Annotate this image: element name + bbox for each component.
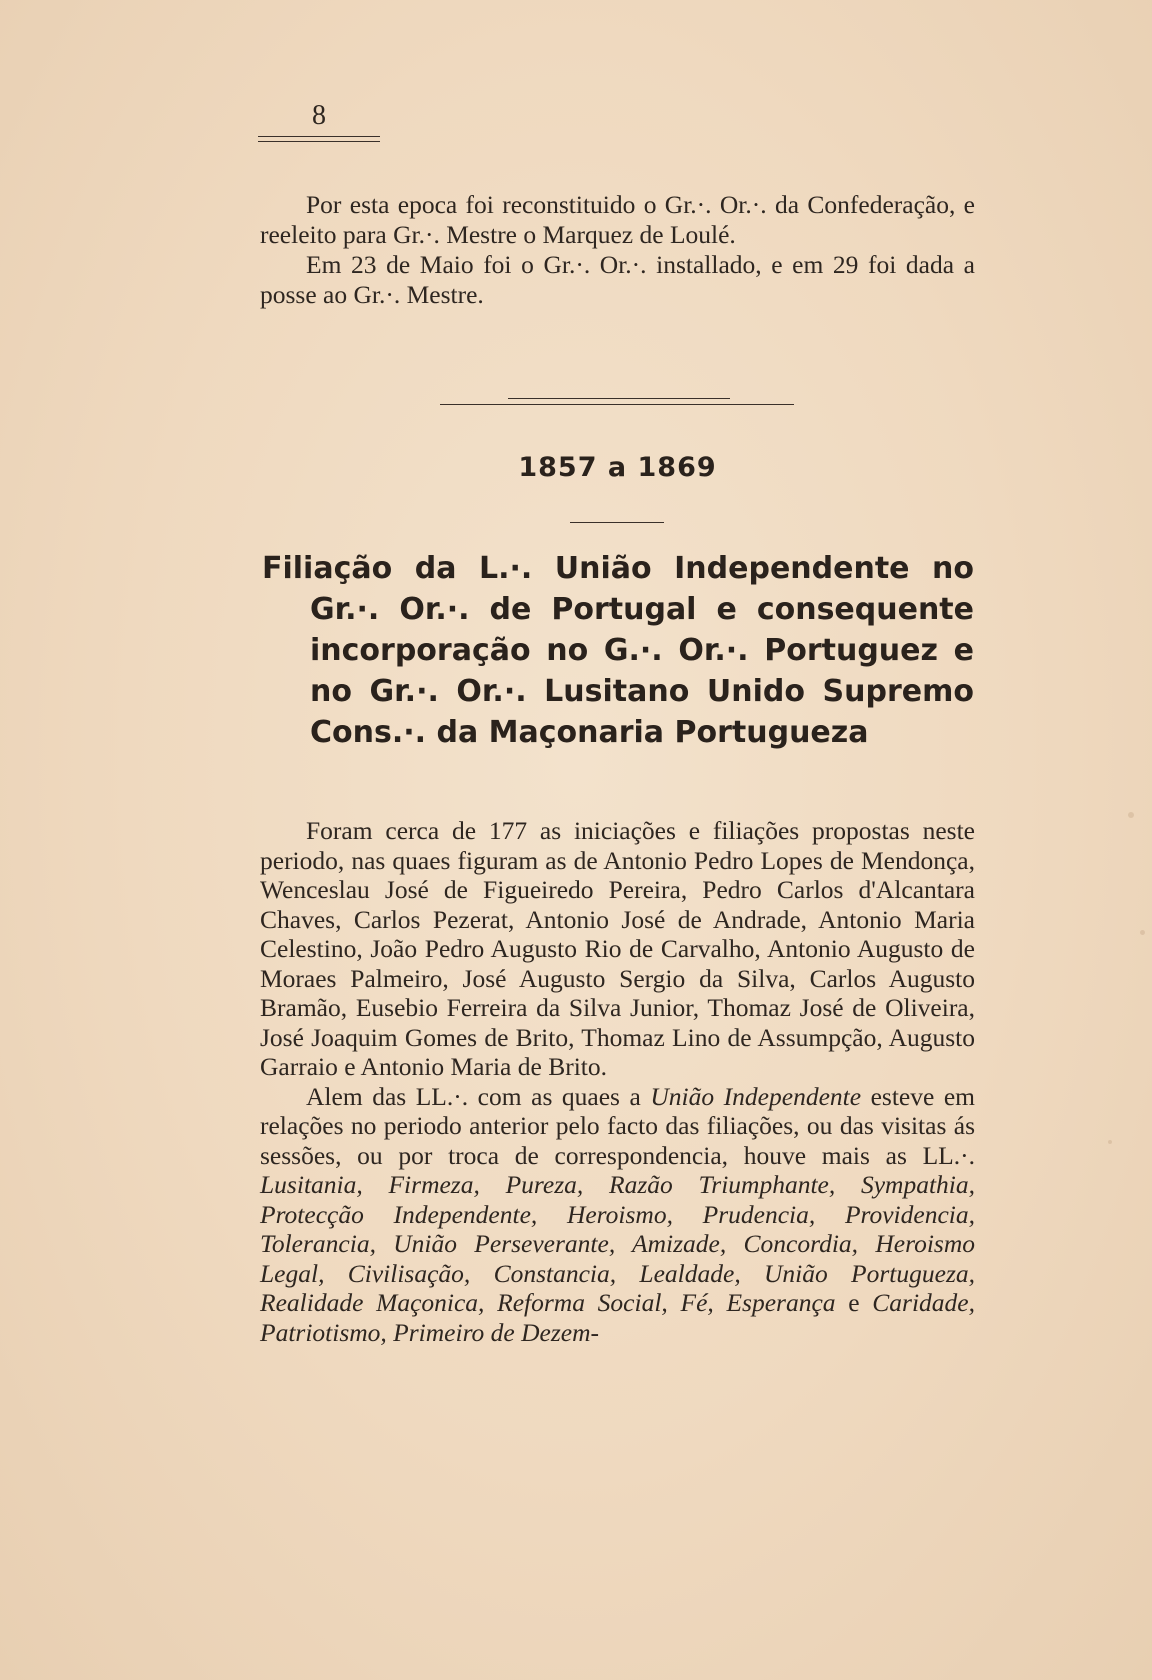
paper-blemish	[1128, 812, 1134, 818]
lodge-list-italic: Lusitania, Firmeza, Pureza, Razão Triumphante, Sympathia, Protecção Independente, Heroismo, Prudencia, Providencia, Tolerancia, União Perseverante, Amizade, Concordia, Heroismo Legal, Civilisação, Constancia, Lealdade, União Portugueza, Realidade Maçonica, Reforma Social, Fé, Esperança	[260, 1170, 975, 1317]
body-paragraph: Foram cerca de 177 as iniciações e filiações propostas neste periodo, nas quaes figuram as de Antonio Pedro Lopes de Mendonça, Wenceslau José de Figueiredo Pereira, Pedro Carlos d'Alcantara Chaves, Carlos Pezerat, Antonio José de Andrade, Antonio Maria Celestino, João Pedro Augusto Rio de Carvalho, Antonio Augusto de Moraes Palmeiro, José Augusto Sergio da Silva, Carlos Augusto Bramão, Eusebio Ferreira da Silva Junior, Thomaz José de Oliveira, José Joaquim Gomes de Brito, Thomaz Lino de Assumpção, Augusto Garraio e Antonio Maria de Brito.	[260, 816, 975, 1081]
section-years: 1857 a 1869	[518, 452, 717, 483]
section-heading-text: Filiação da L.·. União Independente no Gr.·. Or.·. de Portugal e consequente incorporação no G.·. Or.·. Portuguez e no Gr.·. Or.·. Lusitano Unido Supremo Cons.·. da Maçonaria Portugueza	[262, 551, 974, 750]
paper-blemish	[1140, 930, 1145, 935]
section-divider-thin	[508, 398, 730, 399]
lodge-name-italic: União Independente	[650, 1081, 862, 1111]
intro-text	[260, 190, 975, 310]
intro-paragraph: Por esta epoca foi reconstituido o Gr.·. Or.·. da Confederação, e reeleito para Gr.·. Mestre o Marquez de Loulé.	[260, 190, 975, 249]
body-paragraph-text: Alem das LL.·. com as quaes a	[306, 1081, 651, 1111]
section-divider	[440, 404, 794, 405]
body-paragraph	[260, 1082, 975, 1348]
heading-divider	[570, 522, 664, 523]
body-paragraph-text: e	[835, 1288, 873, 1317]
intro-paragraph: Em 23 de Maio foi o Gr.·. Or.·. installado, e em 29 foi dada a posse ao Gr.·. Mestre.	[260, 250, 975, 309]
page-number-underline-second	[258, 141, 380, 142]
body-paragraph-text: esteve em relações no periodo anterior pelo facto das filiações, ou das visitas ás sessões, ou por troca de correspondencia, houve mais as LL.·.	[260, 1081, 976, 1170]
body-text	[260, 816, 975, 1347]
section-heading	[262, 548, 974, 753]
page-number-underline	[258, 136, 380, 137]
page-number: 8	[312, 100, 326, 131]
paper-blemish	[1108, 1140, 1112, 1144]
lodge-list-italic: Caridade, Patriotismo, Primeiro de Dezem-	[260, 1288, 975, 1347]
